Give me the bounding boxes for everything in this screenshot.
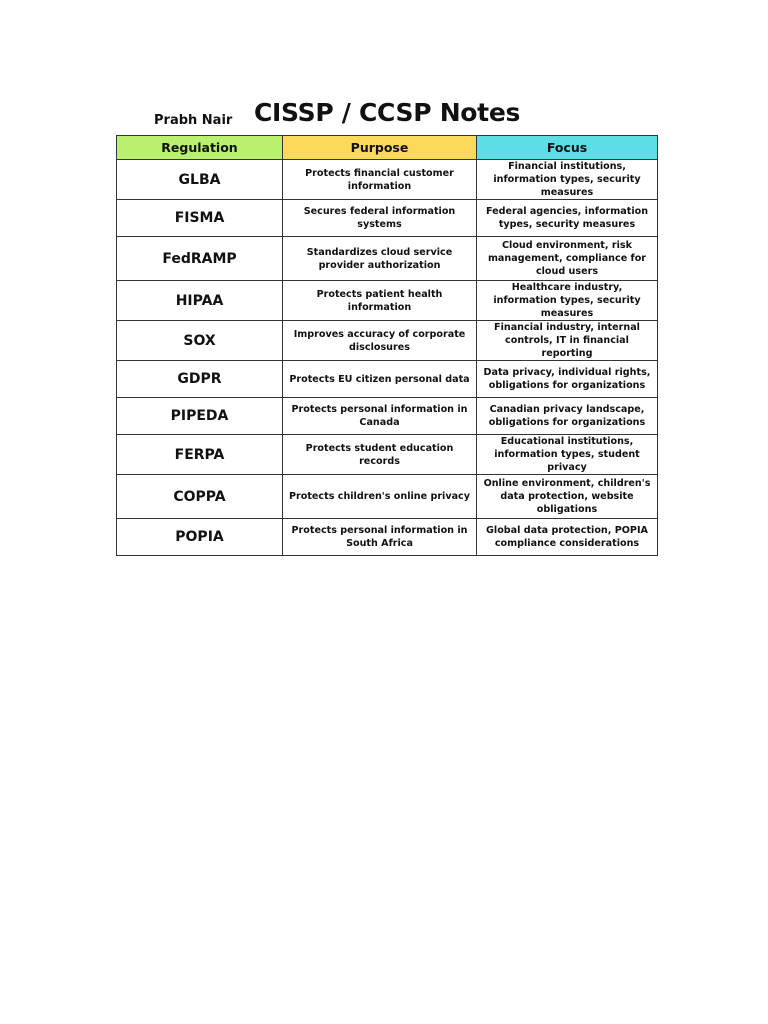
header-purpose: Purpose — [283, 136, 477, 160]
table-row — [117, 237, 658, 281]
table-row — [117, 519, 658, 556]
table-row — [117, 321, 658, 361]
table-row — [117, 435, 658, 475]
purpose-cell: Protects personal information in Canada — [283, 398, 477, 435]
regulations-table — [116, 135, 658, 556]
purpose-cell: Protects personal information in South Africa — [283, 519, 477, 556]
purpose-cell: Standardizes cloud service provider authorization — [283, 237, 477, 281]
regulation-cell: SOX — [117, 321, 283, 361]
focus-cell: Online environment, children's data protection, website obligations — [477, 475, 658, 519]
focus-cell: Global data protection, POPIA compliance considerations — [477, 519, 658, 556]
regulation-cell: FERPA — [117, 435, 283, 475]
header-focus: Focus — [477, 136, 658, 160]
author-name: Prabh Nair — [154, 113, 233, 128]
regulation-cell: COPPA — [117, 475, 283, 519]
purpose-cell: Protects student education records — [283, 435, 477, 475]
focus-cell: Healthcare industry, information types, security measures — [477, 281, 658, 321]
header-regulation: Regulation — [117, 136, 283, 160]
regulation-cell: FISMA — [117, 200, 283, 237]
purpose-cell: Improves accuracy of corporate disclosures — [283, 321, 477, 361]
focus-cell: Educational institutions, information types, student privacy — [477, 435, 658, 475]
table-row — [117, 361, 658, 398]
table-header-row — [117, 136, 658, 160]
focus-cell: Financial industry, internal controls, IT in financial reporting — [477, 321, 658, 361]
regulation-cell: FedRAMP — [117, 237, 283, 281]
purpose-cell: Protects financial customer information — [283, 160, 477, 200]
focus-cell: Data privacy, individual rights, obligations for organizations — [477, 361, 658, 398]
table-row — [117, 281, 658, 321]
purpose-cell: Secures federal information systems — [283, 200, 477, 237]
purpose-cell: Protects EU citizen personal data — [283, 361, 477, 398]
purpose-cell: Protects patient health information — [283, 281, 477, 321]
table-row — [117, 200, 658, 237]
page-title: CISSP / CCSP Notes — [254, 98, 521, 127]
table-row — [117, 475, 658, 519]
focus-cell: Financial institutions, information types, security measures — [477, 160, 658, 200]
focus-cell: Federal agencies, information types, security measures — [477, 200, 658, 237]
table-row — [117, 160, 658, 200]
regulation-cell: GDPR — [117, 361, 283, 398]
regulation-cell: POPIA — [117, 519, 283, 556]
regulation-cell: GLBA — [117, 160, 283, 200]
regulation-cell: PIPEDA — [117, 398, 283, 435]
regulation-cell: HIPAA — [117, 281, 283, 321]
table-row — [117, 398, 658, 435]
purpose-cell: Protects children's online privacy — [283, 475, 477, 519]
focus-cell: Canadian privacy landscape, obligations for organizations — [477, 398, 658, 435]
focus-cell: Cloud environment, risk management, compliance for cloud users — [477, 237, 658, 281]
